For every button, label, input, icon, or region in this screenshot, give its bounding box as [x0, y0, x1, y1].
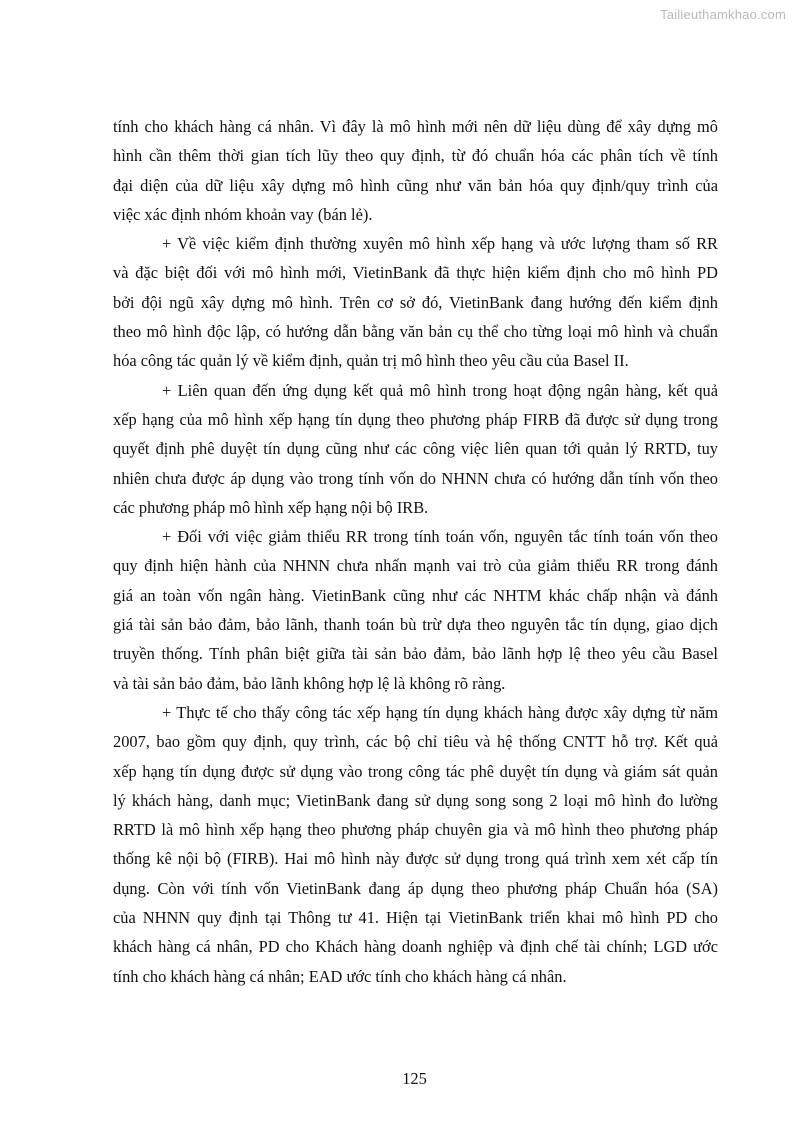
text-line: tính cho khách hàng cá nhân; EAD ước tính cho khách hàng cá nhân.: [113, 966, 567, 986]
text-line: + Đối với việc giảm thiểu RR trong tính toán vốn, nguyên tắc tính toán vốn theo: [162, 527, 718, 547]
text-line: xếp hạng của mô hình xếp hạng tín dụng theo phương pháp FIRB đã được sử dụng trong: [113, 409, 718, 429]
text-line: + Thực tế cho thấy công tác xếp hạng tín dụng khách hàng được xây dựng từ năm: [162, 702, 718, 722]
text-line: các phương pháp mô hình xếp hạng nội bộ IRB.: [113, 497, 429, 517]
paragraph-3: [113, 376, 718, 522]
text-line: quy định hiện hành của NHNN chưa nhấn mạnh vai trò của giảm thiểu RR trong đánh: [113, 556, 718, 576]
paragraph-4: [113, 522, 718, 698]
text-line: truyền thống. Tính phân biệt giữa tài sản bảo đảm, bảo lãnh hợp lệ theo yêu cầu Basel: [113, 644, 718, 664]
page-number: 125: [402, 1069, 427, 1088]
watermark: Tailieuthamkhao.com: [660, 7, 786, 22]
text-line: giá an toàn vốn ngân hàng. VietinBank cũng như các NHTM khác chấp nhận và đánh: [113, 585, 718, 605]
paragraph-2: [113, 229, 718, 375]
text-line: khách hàng cá nhân, PD cho Khách hàng doanh nghiệp và định chế tài chính; LGD ước: [113, 937, 718, 957]
text-line: + Về việc kiểm định thường xuyên mô hình xếp hạng và ước lượng tham số RR: [162, 234, 718, 254]
document-body: [113, 112, 718, 991]
paragraph-5: [113, 698, 718, 991]
text-line: của NHNN quy định tại Thông tư 41. Hiện tại VietinBank triển khai mô hình PD cho: [113, 908, 718, 928]
text-line: dụng. Còn với tính vốn VietinBank đang áp dụng theo phương pháp Chuẩn hóa (SA): [113, 878, 718, 898]
text-line: tính cho khách hàng cá nhân. Vì đây là mô hình mới nên dữ liệu dùng để xây dựng mô: [113, 117, 718, 136]
text-line: việc xác định nhóm khoản vay (bán lẻ).: [113, 204, 373, 224]
text-line: 2007, bao gồm quy định, quy trình, các bộ chỉ tiêu và hệ thống CNTT hỗ trợ. Kết quả: [113, 732, 718, 752]
text-line: theo mô hình độc lập, có hướng dẫn bằng văn bản cụ thể cho từng loại mô hình và chuẩn: [113, 322, 718, 342]
text-line: đại diện của dữ liệu xây dựng mô hình cũng như văn bản hóa quy định/quy trình của: [113, 175, 718, 195]
text-line: và đặc biệt đối với mô hình mới, VietinBank đã thực hiện kiểm định cho mô hình PD: [113, 263, 718, 283]
text-line: lý khách hàng, danh mục; VietinBank đang sử dụng song song 2 loại mô hình đo lường: [113, 790, 718, 810]
text-line: hóa công tác quản lý về kiểm định, quản trị mô hình theo yêu cầu của Basel II.: [113, 351, 629, 371]
text-line: xếp hạng tín dụng được sử dụng vào trong công tác phê duyệt tín dụng và giám sát quản: [113, 761, 718, 781]
text-line: bởi đội ngũ xây dựng mô hình. Trên cơ sở đó, VietinBank đang hướng đến kiểm định: [113, 292, 718, 312]
paragraph-1: [113, 112, 718, 229]
text-line: nhiên chưa được áp dụng vào trong tính vốn do NHNN chưa có hướng dẫn tính vốn theo: [113, 468, 718, 488]
text-line: giá tài sản bảo đảm, bảo lãnh, thanh toán bù trừ dựa theo nguyên tắc tín dụng, giao dịch: [113, 615, 718, 635]
text-line: và tài sản bảo đảm, bảo lãnh không hợp lệ là không rõ ràng.: [113, 673, 506, 693]
text-line: RRTD là mô hình xếp hạng theo phương pháp chuyên gia và mô hình theo phương pháp: [113, 820, 718, 840]
text-line: hình cần thêm thời gian tích lũy theo quy định, từ đó chuẩn hóa các phân tích về tính: [113, 146, 718, 166]
text-line: thống kê nội bộ (FIRB). Hai mô hình này được sử dụng trong quá trình xem xét cấp tín: [113, 849, 718, 869]
text-line: quyết định phê duyệt tín dụng cũng như các công việc liên quan tới quản lý RRTD, tuy: [113, 439, 718, 459]
text-line: + Liên quan đến ứng dụng kết quả mô hình trong hoạt động ngân hàng, kết quả: [162, 380, 718, 400]
